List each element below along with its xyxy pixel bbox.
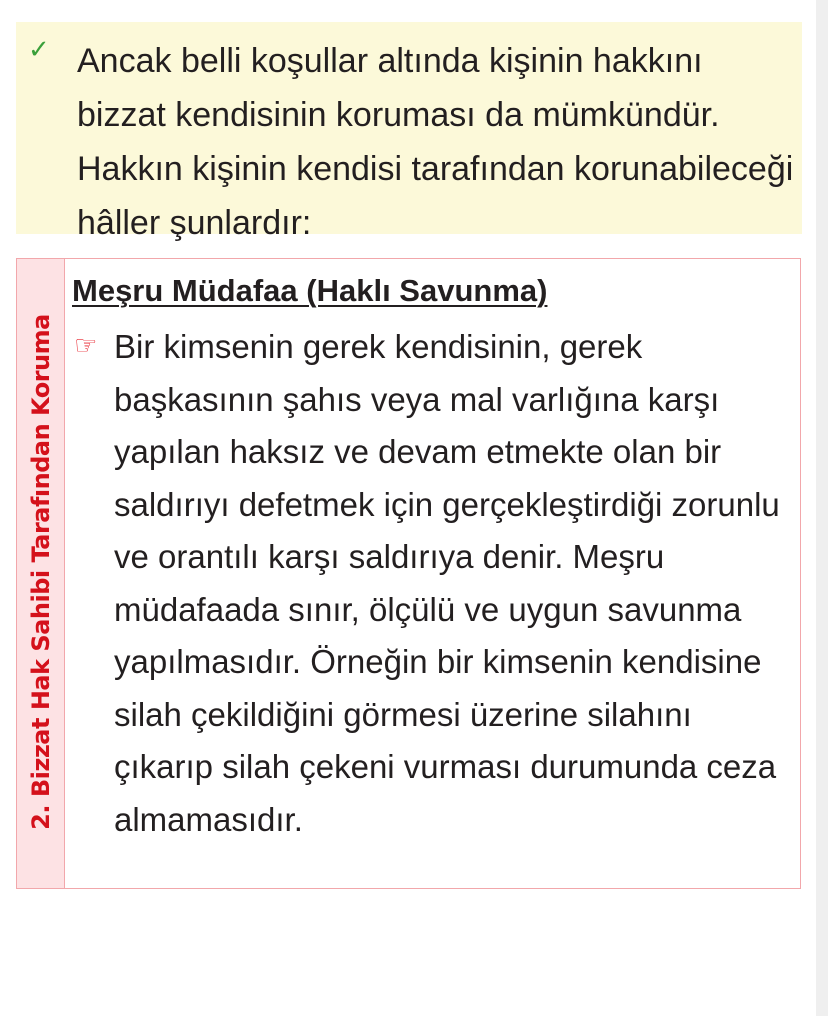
list-item — [72, 321, 797, 846]
intro-note — [16, 22, 802, 242]
check-icon: ✓ — [28, 34, 50, 64]
list-item-text: Bir kimsenin gerek kendisinin, gerek başkasının şahıs veya mal varlığına karşı yapılan haksız ve devam etmekte olan bir saldırıyı defetmek için gerçekleştirdiği zorunlu ve orantılı karşı saldırıya denir. Meşru müdafaada sınır, ölçülü ve uygun savunma yapılmasıdır. Örneğin bir kimsenin kendisine silah çekildiğini görmesi üzerine silahını çıkarıp silah çekeni vurması durumunda ceza almamasıdır. — [114, 328, 780, 838]
side-band — [17, 259, 65, 888]
section-title: Meşru Müdafaa (Haklı Savunma) — [72, 273, 548, 308]
section-content — [72, 269, 797, 846]
section-self-protection — [16, 258, 801, 889]
intro-text: Ancak belli koşullar altında kişinin hakkını bizzat kendisinin koruması da mümkündür. Hakkın kişinin kendisi tarafından korunabileceği hâller şunlardır: — [77, 42, 794, 242]
pointing-hand-icon: ☞ — [74, 330, 98, 360]
side-label: 2. Bizzat Hak Sahibi Tarafından Koruma — [27, 314, 55, 830]
page-edge-strip — [816, 0, 828, 1016]
